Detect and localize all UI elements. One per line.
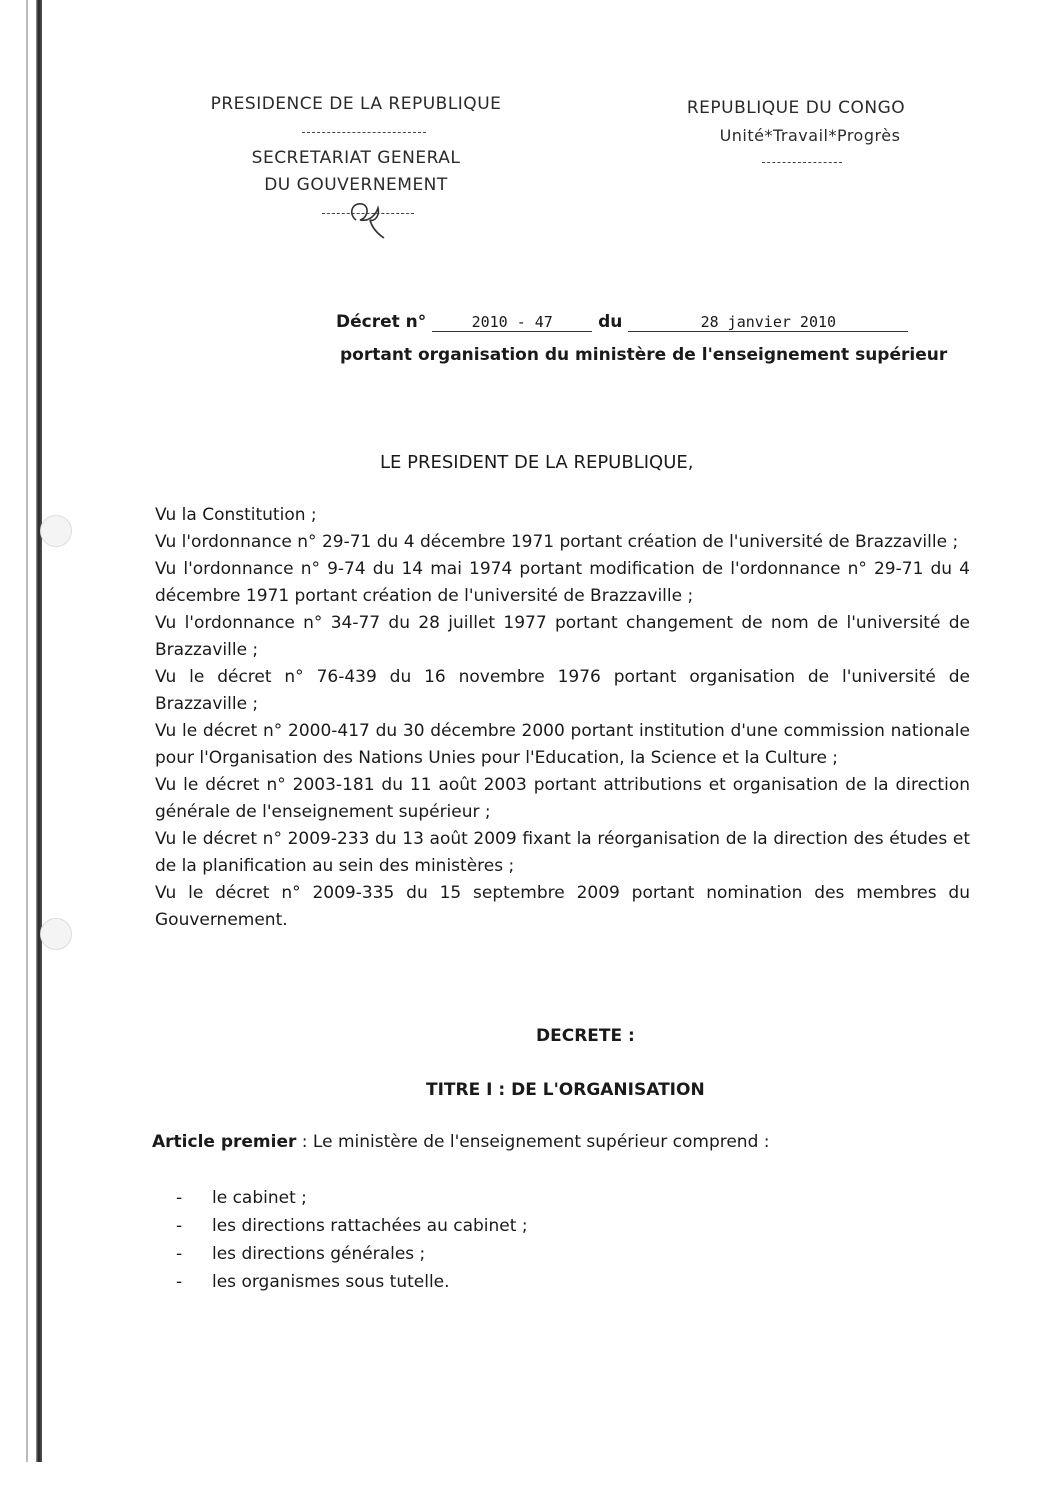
decrete-heading: DECRETE : <box>536 1026 635 1046</box>
header-republique: REPUBLIQUE DU CONGO <box>686 98 906 118</box>
decree-title <box>336 312 908 332</box>
visa-paragraph: Vu le décret n° 2009-233 du 13 août 2009 fixant la réorganisation de la direction des études et de la planification au sein des ministères ; <box>155 829 970 876</box>
visa-paragraph: Vu la Constitution ; <box>155 505 317 525</box>
visa-paragraph: Vu l'ordonnance n° 34-77 du 28 juillet 1977 portant changement de nom de l'université de Brazzaville ; <box>155 613 970 660</box>
visa-paragraph: Vu le décret n° 76-439 du 16 novembre 1976 portant organisation de l'université de Brazzaville ; <box>155 667 970 714</box>
handwritten-initials <box>326 192 406 242</box>
organisation-list <box>176 1184 528 1296</box>
scan-edge <box>26 0 28 1462</box>
visas-list <box>155 502 970 934</box>
decree-number: 2010 - 47 <box>432 313 592 332</box>
article-label: Article premier <box>152 1132 297 1152</box>
president-heading: LE PRESIDENT DE LA REPUBLIQUE, <box>380 452 694 473</box>
list-item: - le cabinet ; <box>176 1188 307 1208</box>
list-item: - les organismes sous tutelle. <box>176 1272 450 1292</box>
article-premier <box>152 1132 770 1152</box>
header-devise: Unité*Travail*Progrès <box>719 126 901 145</box>
header-secretariat: SECRETARIAT GENERAL <box>251 148 461 168</box>
header-gouvernement: DU GOUVERNEMENT <box>264 175 448 195</box>
visa-paragraph: Vu le décret n° 2003-181 du 11 août 2003 portant attributions et organisation de la direction générale de l'enseignement supérieur ; <box>155 775 970 822</box>
visa-paragraph: Vu l'ordonnance n° 29-71 du 4 décembre 1971 portant création de l'université de Brazzaville ; <box>155 532 959 552</box>
header-presidence: PRESIDENCE DE LA REPUBLIQUE <box>210 94 502 114</box>
punch-hole <box>40 918 72 950</box>
list-item: - les directions rattachées au cabinet ; <box>176 1216 528 1236</box>
article-text: : Le ministère de l'enseignement supérieur comprend : <box>296 1132 770 1152</box>
visa-paragraph: Vu le décret n° 2009-335 du 15 septembre 2009 portant nomination des membres du Gouvernement. <box>155 883 970 930</box>
decree-label: Décret n° <box>336 312 427 332</box>
decree-du-label: du <box>598 312 623 332</box>
list-item: - les directions générales ; <box>176 1244 426 1264</box>
decree-subtitle: portant organisation du ministère de l'enseignement supérieur <box>340 345 948 365</box>
header-separator <box>762 162 842 163</box>
punch-hole <box>40 515 72 547</box>
binding-shadow <box>36 0 42 1462</box>
titre-heading: TITRE I : DE L'ORGANISATION <box>426 1080 705 1100</box>
visa-paragraph: Vu le décret n° 2000-417 du 30 décembre 2000 portant institution d'une commission nationale pour l'Organisation des Nations Unies pour l'Education, la Science et la Culture ; <box>155 721 970 768</box>
decree-date: 28 janvier 2010 <box>628 313 908 332</box>
visa-paragraph: Vu l'ordonnance n° 9-74 du 14 mai 1974 portant modification de l'ordonnance n° 29-71 du 4 décembre 1971 portant création de l'université de Brazzaville ; <box>155 559 970 606</box>
header-separator <box>302 132 426 133</box>
